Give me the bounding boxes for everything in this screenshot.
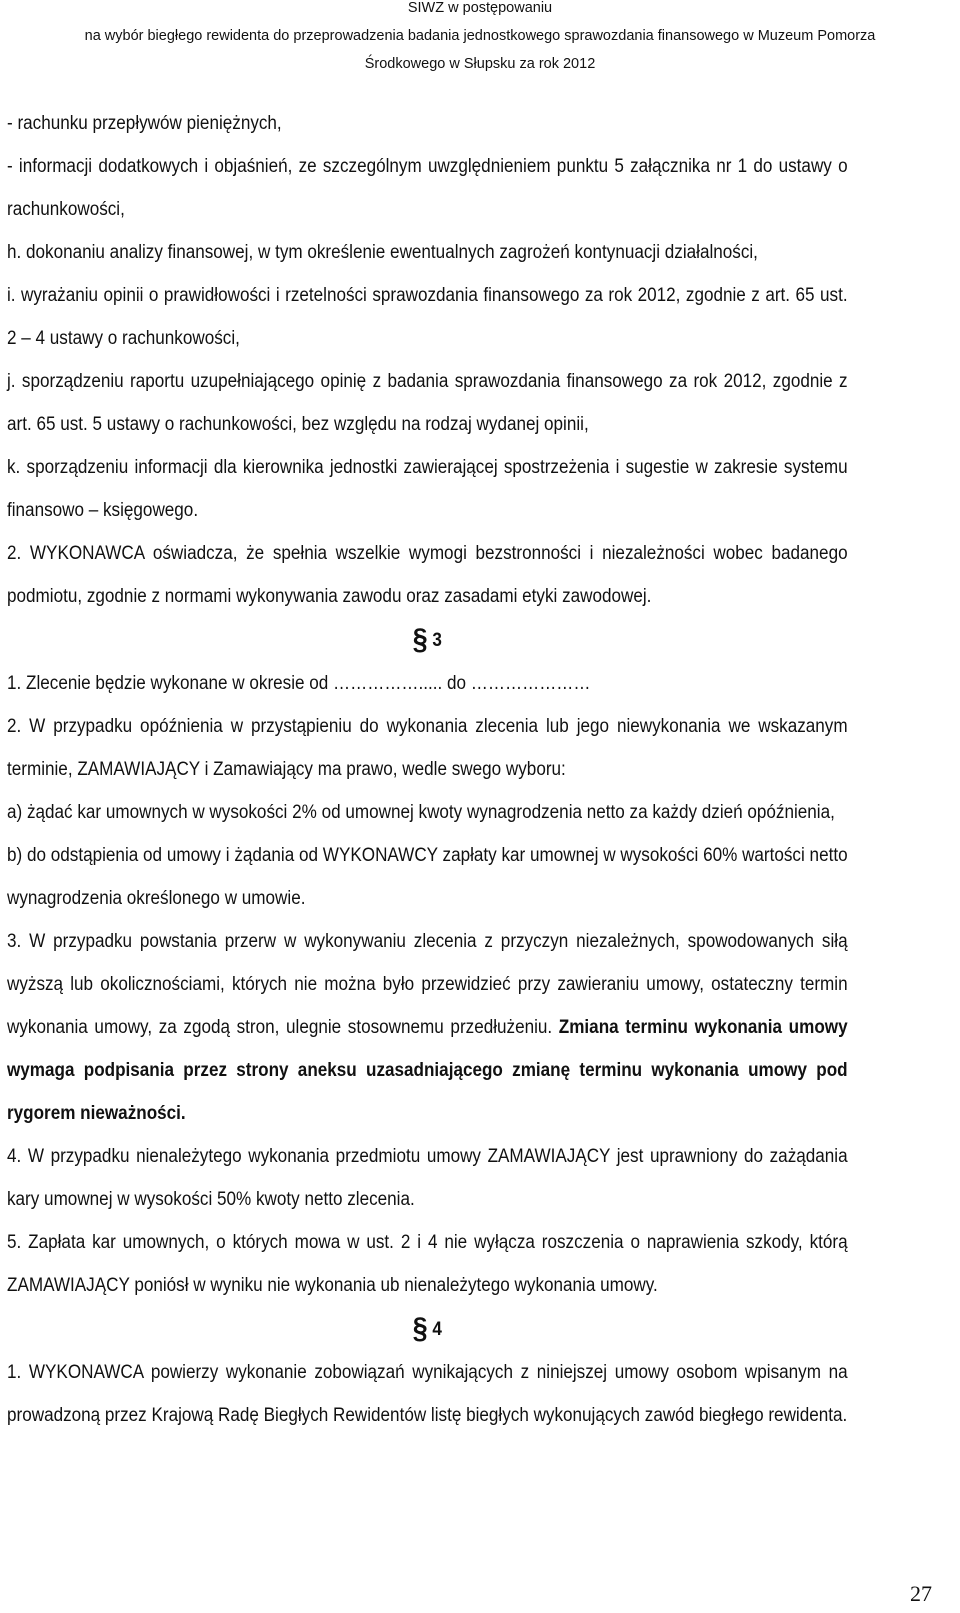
clause-3-5: 5. Zapłata kar umownych, o których mowa w ust. 2 i 4 nie wyłącza roszczenia o naprawienia szkody, którą ZAMAWIAJĄCY poniósł w wyniku nie wykonania ub nienależytego wykonania umowy. bbox=[7, 1232, 848, 1296]
document-body bbox=[7, 102, 848, 1437]
header-line-1: SIWZ w postępowaniu bbox=[407, 0, 553, 16]
header-line-2: na wybór biegłego rewidenta do przeprowadzenia badania jednostkowego sprawozdania finansowego w Muzeum Pomorza bbox=[84, 28, 876, 44]
header-line-3: Środkowego w Słupsku za rok 2012 bbox=[364, 56, 596, 72]
clause-3-2-b: b) do odstąpienia od umowy i żądania od WYKONAWCY zapłaty kar umownej w wysokości 60% wartości netto wynagrodzenia określonego w umowie. bbox=[7, 845, 848, 909]
section-3-heading bbox=[7, 618, 848, 662]
clause-3-3 bbox=[7, 920, 848, 1135]
list-item-j: j. sporządzeniu raportu uzupełniającego opinię z badania sprawozdania finansowego za rok 2012, zgodnie z art. 65 ust. 5 ustawy o rachunkowości, bez względu na rodzaj wydanej opinii, bbox=[7, 371, 848, 435]
paragraph-2: 2. WYKONAWCA oświadcza, że spełnia wszelkie wymogi bezstronności i niezależności wobec badanego podmiotu, zgodnie z normami wykonywania zawodu oraz zasadami etyki zawodowej. bbox=[7, 543, 848, 607]
clause-3-3-text: 3. W przypadku powstania przerw w wykonywaniu zlecenia z przyczyn niezależnych, spowodowanych siłą wyższą lub okolicznościami, których nie można było przewidzieć przy zawieraniu umowy, ostateczny termin wykonania umowy, za zgodą stron, ulegnie stosownemu przedłużeniu. bbox=[7, 931, 848, 1038]
section-4-heading bbox=[7, 1307, 848, 1351]
section-symbol: § bbox=[412, 623, 428, 656]
clause-3-2: 2. W przypadku opóźnienia w przystąpieniu do wykonania zlecenia lub jego niewykonania we wskazanym terminie, ZAMAWIAJĄCY i Zamawiający ma prawo, wedle swego wyboru: bbox=[7, 716, 848, 780]
list-item-k: k. sporządzeniu informacji dla kierownika jednostki zawierającej spostrzeżenia i sugestie w zakresie systemu finansowo – księgowego. bbox=[7, 457, 848, 521]
clause-3-4: 4. W przypadku nienależytego wykonania przedmiotu umowy ZAMAWIAJĄCY jest uprawniony do zażądania kary umownej w wysokości 50% kwoty netto zlecenia. bbox=[7, 1146, 848, 1210]
clause-3-3-bold-text: Zmiana terminu wykonania umowy wymaga podpisania przez strony aneksu uzasadniającego zmianę terminu wykonania umowy pod rygorem nieważności. bbox=[7, 1017, 848, 1124]
clause-3-2-a: a) żądać kar umownych w wysokości 2% od umownej kwoty wynagrodzenia netto za każdy dzień opóźnienia, bbox=[7, 802, 835, 823]
clause-3-1: 1. Zlecenie będzie wykonane w okresie od ……………..... do ………………… bbox=[7, 673, 591, 694]
clause-4-1: 1. WYKONAWCA powierzy wykonanie zobowiązań wynikających z niniejszej umowy osobom wpisanym na prowadzoną przez Krajową Radę Biegłych Rewidentów listę biegłych wykonujących zawód biegłego rewidenta. bbox=[7, 1362, 848, 1426]
section-symbol: § bbox=[412, 1312, 428, 1345]
section-number: 3 bbox=[432, 630, 442, 651]
page-number: 27 bbox=[910, 1581, 932, 1606]
list-item-h: h. dokonaniu analizy finansowej, w tym określenie ewentualnych zagrożeń kontynuacji działalności, bbox=[7, 242, 758, 263]
list-item-additional-info: - informacji dodatkowych i objaśnień, ze szczególnym uwzględnieniem punktu 5 załącznika nr 1 do ustawy o rachunkowości, bbox=[7, 156, 848, 220]
list-item-i: i. wyrażaniu opinii o prawidłowości i rzetelności sprawozdania finansowego za rok 2012, zgodnie z art. 65 ust. 2 – 4 ustawy o rachunkowości, bbox=[7, 285, 848, 349]
section-number: 4 bbox=[432, 1319, 442, 1340]
list-item-cash-flow: - rachunku przepływów pieniężnych, bbox=[7, 113, 282, 134]
